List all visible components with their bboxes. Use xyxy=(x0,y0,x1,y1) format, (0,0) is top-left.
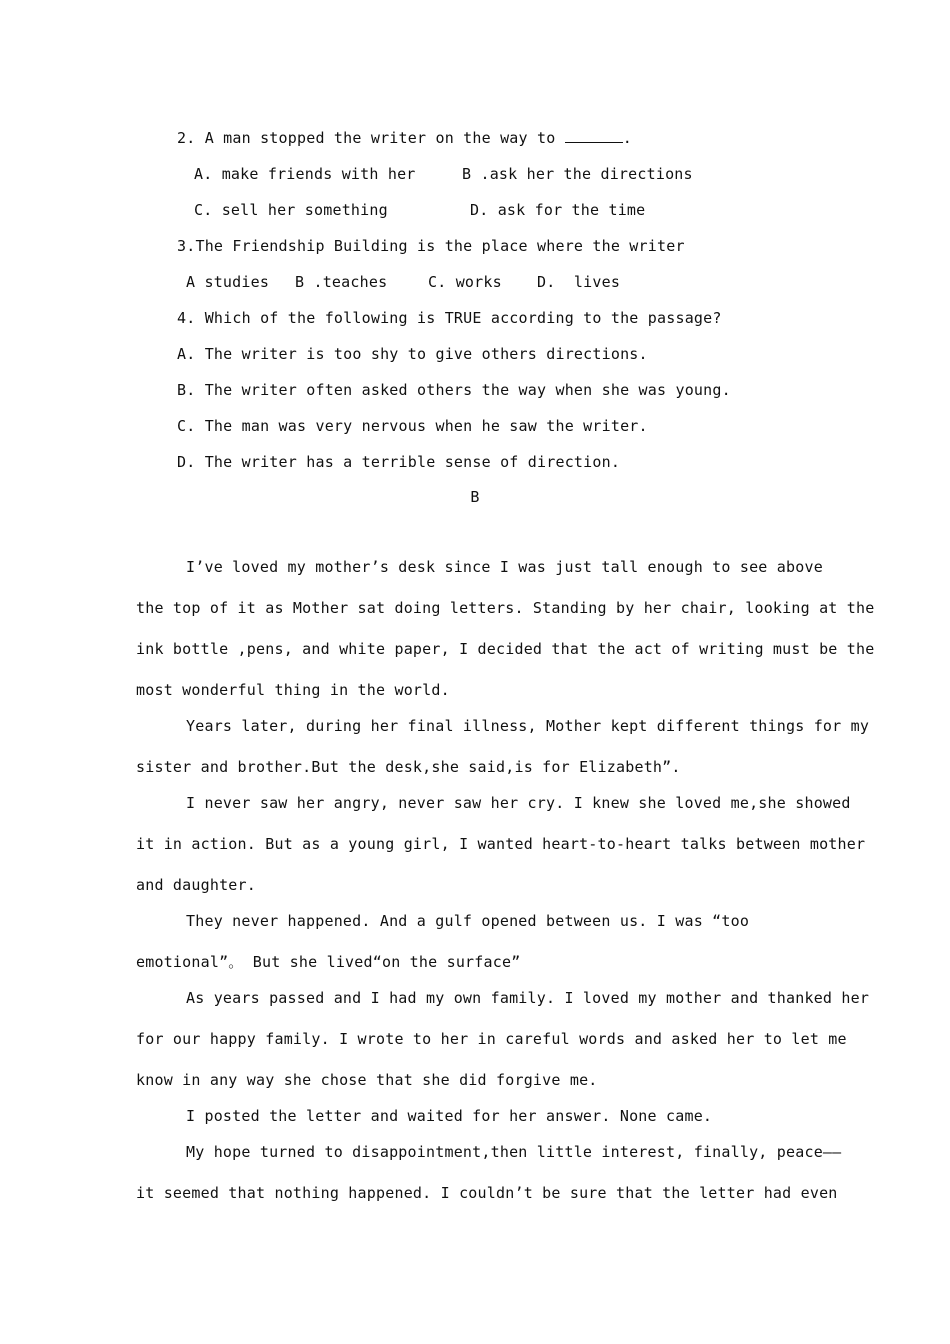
passage-line: it seemed that nothing happened. I couldn’t be sure that the letter had even xyxy=(136,1184,838,1202)
passage-line: I never saw her angry, never saw her cry. I knew she loved me,she showed xyxy=(186,794,851,812)
question-2-end: . xyxy=(622,129,632,147)
question-4-option-d: D. The writer has a terrible sense of direction. xyxy=(177,453,621,471)
passage-line: for our happy family. I wrote to her in careful words and asked her to let me xyxy=(136,1030,847,1048)
question-2-option-a: A. make friends with her xyxy=(194,165,416,183)
question-3-option-b: B .teaches xyxy=(295,273,388,291)
passage-line: Years later, during her final illness, Mother kept different things for my xyxy=(186,717,870,735)
question-2-stem xyxy=(177,129,632,147)
question-3-option-a: A studies xyxy=(186,273,270,291)
question-4-option-c: C. The man was very nervous when he saw the writer. xyxy=(177,417,648,435)
section-label: B xyxy=(470,488,480,506)
passage-line: My hope turned to disappointment,then little interest, finally, peace—— xyxy=(186,1143,842,1161)
question-2-option-d: D. ask for the time xyxy=(470,201,646,219)
passage-line: and daughter. xyxy=(136,876,256,894)
passage-line: I posted the letter and waited for her answer. None came. xyxy=(186,1107,713,1125)
question-4-option-a: A. The writer is too shy to give others directions. xyxy=(177,345,648,363)
passage-line: emotional”。 But she lived“on the surface” xyxy=(136,953,521,971)
question-2-text: 2. A man stopped the writer on the way to xyxy=(177,129,565,147)
passage-line: ink bottle ,pens, and white paper, I decided that the act of writing must be the xyxy=(136,640,875,658)
passage-line: the top of it as Mother sat doing letters. Standing by her chair, looking at the xyxy=(136,599,875,617)
question-4-option-b: B. The writer often asked others the way when she was young. xyxy=(177,381,731,399)
question-3-option-c: C. works xyxy=(428,273,502,291)
answer-blank xyxy=(565,130,623,143)
question-2-option-b: B .ask her the directions xyxy=(462,165,693,183)
passage-line: most wonderful thing in the world. xyxy=(136,681,450,699)
question-3-option-d: D. lives xyxy=(537,273,621,291)
passage-line: They never happened. And a gulf opened between us. I was “too xyxy=(186,912,750,930)
passage-line: know in any way she chose that she did forgive me. xyxy=(136,1071,598,1089)
passage-line: sister and brother.But the desk,she said,is for Elizabeth”. xyxy=(136,758,681,776)
passage-line: it in action. But as a young girl, I wanted heart-to-heart talks between mother xyxy=(136,835,866,853)
passage-line: I’ve loved my mother’s desk since I was just tall enough to see above xyxy=(186,558,823,576)
question-2-option-c: C. sell her something xyxy=(194,201,388,219)
passage-line: As years passed and I had my own family. I loved my mother and thanked her xyxy=(186,989,870,1007)
question-3-stem: 3.The Friendship Building is the place where the writer xyxy=(177,237,685,255)
question-4-stem: 4. Which of the following is TRUE according to the passage? xyxy=(177,309,722,327)
